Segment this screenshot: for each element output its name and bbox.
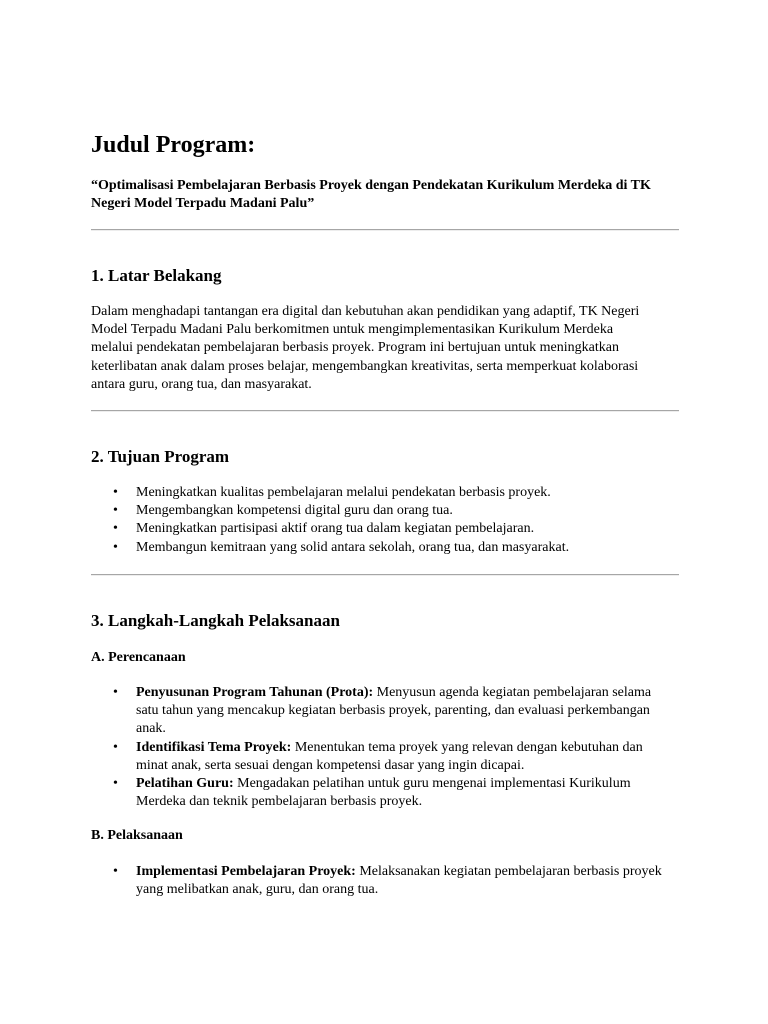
bullet-icon: • [113, 485, 118, 500]
bullet-icon: • [113, 503, 118, 519]
bullet-icon: • [113, 864, 118, 879]
list-item [91, 484, 679, 502]
list-item [91, 502, 679, 520]
list-item-text: Mengembangkan kompetensi digital guru dan orang tua. [136, 503, 453, 519]
list-item-text: Meningkatkan partisipasi aktif orang tua dalam kegiatan pembelajaran. [136, 521, 535, 537]
list-item-term: Implementasi Pembelajaran Proyek: [136, 864, 356, 879]
bullet-icon: • [113, 776, 118, 792]
horizontal-divider [91, 574, 679, 576]
list-item [91, 739, 679, 775]
list-item-text: Membangun kemitraan yang solid antara sekolah, orang tua, dan masyarakat. [136, 539, 570, 555]
list-item-term: Identifikasi Tema Proyek: [136, 739, 292, 755]
pelaksanaan-list [91, 863, 679, 899]
section-heading-latar-belakang: 1. Latar Belakang [91, 266, 222, 285]
program-subtitle: “Optimalisasi Pembelajaran Berbasis Proyek dengan Pendekatan Kurikulum Merdeka di TK Negeri Model Terpadu Madani Palu” [91, 178, 651, 211]
horizontal-divider [91, 229, 679, 231]
bullet-icon: • [113, 685, 118, 700]
subsection-heading-pelaksanaan: B. Pelaksanaan [91, 828, 183, 843]
bullet-icon: • [113, 539, 118, 555]
subsection-heading-perencanaan: A. Perencanaan [91, 650, 186, 665]
list-item [91, 775, 679, 811]
section-heading-tujuan-program: 2. Tujuan Program [91, 447, 230, 466]
bullet-icon: • [113, 521, 118, 537]
list-item-text: Meningkatkan kualitas pembelajaran melalui pendekatan berbasis proyek. [136, 485, 551, 500]
list-item [91, 684, 679, 739]
page-title: Judul Program: [91, 132, 256, 158]
perencanaan-list [91, 684, 679, 811]
horizontal-divider [91, 410, 679, 412]
list-item [91, 863, 679, 899]
list-item-text: Melaksanakan kegiatan pembelajaran berbasis proyek yang melibatkan anak, guru, dan orang tua. [136, 864, 662, 898]
list-item [91, 539, 679, 557]
list-item-term: Pelatihan Guru: [136, 776, 234, 792]
tujuan-list [91, 484, 679, 557]
list-item-text: Menyusun agenda kegiatan pembelajaran selama satu tahun yang mencakup kegiatan berbasis proyek, parenting, dan evaluasi perkembangan anak. [136, 685, 652, 737]
bullet-icon: • [113, 739, 118, 755]
latar-belakang-paragraph: Dalam menghadapi tantangan era digital dan kebutuhan akan pendidikan yang adaptif, TK Negeri Model Terpadu Madani Palu berkomitmen untuk mengimplementasikan Kurikulum Merdeka melalui pendekatan pembelajaran berbasis proyek. Program ini bertujuan untuk meningkatkan keterlibatan anak dalam proses belajar, mengembangkan kreativitas, serta memperkuat kolaborasi antara guru, orang tua, dan masyarakat. [91, 304, 640, 392]
list-item-term: Penyusunan Program Tahunan (Prota): [136, 685, 374, 700]
list-item [91, 520, 679, 538]
list-item-text: Menentukan tema proyek yang relevan dengan kebutuhan dan minat anak, serta sesuai dengan kompetensi dasar yang ingin dicapai. [136, 739, 643, 773]
list-item-text: Mengadakan pelatihan untuk guru mengenai implementasi Kurikulum Merdeka dan teknik pembelajaran berbasis proyek. [136, 776, 631, 810]
section-heading-langkah-pelaksanaan: 3. Langkah-Langkah Pelaksanaan [91, 611, 340, 630]
